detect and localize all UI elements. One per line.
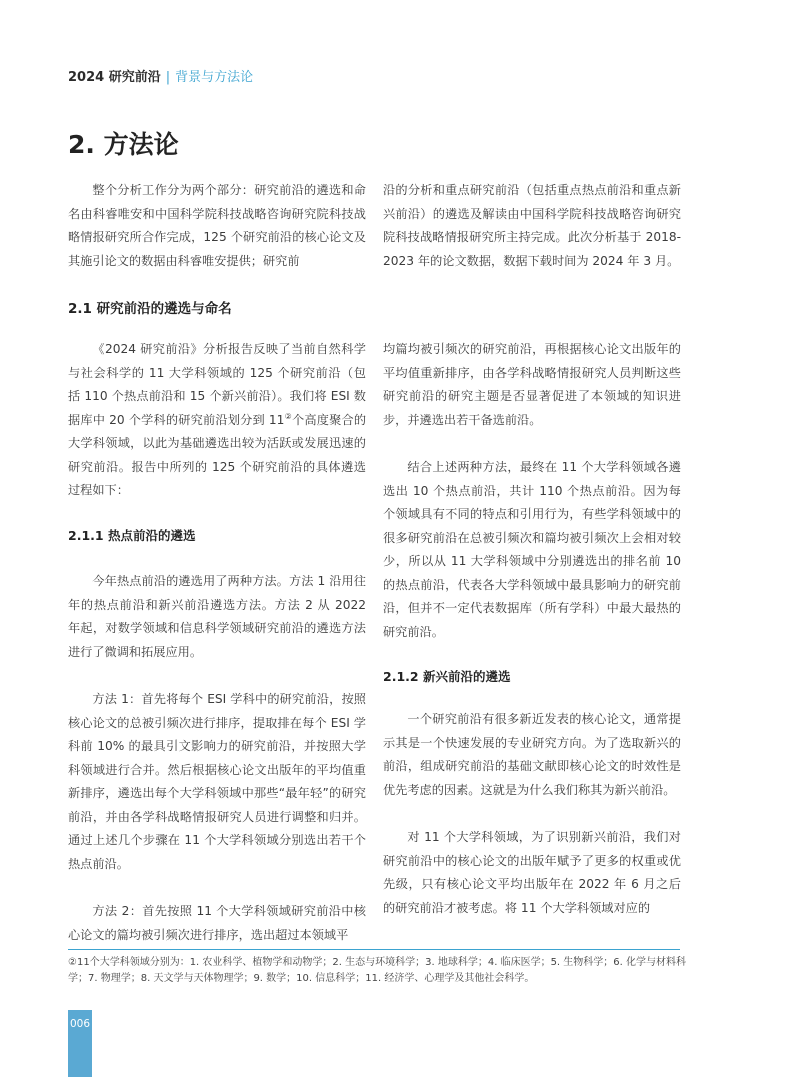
right-column-body bbox=[383, 338, 681, 644]
intro-right-column bbox=[383, 179, 681, 273]
method-1-paragraph: 方法 1：首先将每个 ESI 学科中的研究前沿，按照核心论文的总被引频次进行排序，提取排在每个 ESI 学科前 10% 的最具引文影响力的研究前沿，并按照大学科领域进行合并。然后根据核心论文出版年的平均值重新排序，遴选出每个大学科领域中那些“最年轻”的研究前沿，并由各学科战略情报研究人员进行调整和归并。通过上述几个步骤在 11 个大学科领域分别选出若干个热点前沿。 bbox=[68, 692, 366, 871]
hot-fronts-paragraph-1: 今年热点前沿的遴选用了两种方法。方法 1 沿用往年的热点前沿和新兴前沿遴选方法。方法 2 从 2022 年起，对数学领域和信息科学领域研究前沿的遴选方法进行了微调和拓展应用。 bbox=[68, 574, 366, 659]
section-2-1-heading: 2.1 研究前沿的遴选与命名 bbox=[68, 301, 232, 317]
page-title: 2. 方法论 bbox=[68, 130, 179, 159]
section-2-1-1-heading: 2.1.1 热点前沿的遴选 bbox=[68, 528, 196, 543]
running-header-section: 背景与方法论 bbox=[175, 70, 254, 85]
footnote-marker: ② bbox=[284, 411, 292, 421]
section-2-1-paragraph bbox=[68, 338, 366, 503]
section-2-1-text-a: 《2024 研究前沿》分析报告反映了当前自然科学与社会科学的 11 大学科领域的 125 个研究前沿（包括 110 个热点前沿和 15 个新兴前沿）。我们将 ESI 数据库中 20 个学科的研究前沿划分到 11 bbox=[68, 342, 366, 427]
intro-paragraph-left: 整个分析工作分为两个部分：研究前沿的遴选和命名由科睿唯安和中国科学院科技战略咨询研究院科技战略情报研究所合作完成，125 个研究前沿的核心论文及其施引论文的数据由科睿唯安提供；研究前 bbox=[68, 183, 366, 268]
page-number: 006 bbox=[69, 1018, 91, 1030]
method-2-continuation: 均篇均被引频次的研究前沿，再根据核心论文出版年的平均值重新排序，由各学科战略情报研究人员判断这些研究前沿的研究主题是否显著促进了本领域的知识进步，并遴选出若干备选前沿。 bbox=[383, 342, 681, 427]
footnote-divider bbox=[68, 949, 680, 950]
hot-fronts-summary-paragraph: 结合上述两种方法，最终在 11 个大学科领域各遴选出 10 个热点前沿，共计 110 个热点前沿。因为每个领域具有不同的特点和引用行为，有些学科领域中的很多研究前沿在总被引频次和篇均被引频次上会相对较少，所以从 11 大学科领域中分别遴选出的排名前 10 的热点前沿，代表各大学科领域中最具影响力的研究前沿，但并不一定代表数据库（所有学科）中最大最热的研究前沿。 bbox=[383, 460, 681, 639]
running-header-separator: | bbox=[165, 70, 171, 85]
page-number-tab bbox=[68, 1010, 92, 1077]
emerging-fronts-paragraph-1: 一个研究前沿有很多新近发表的核心论文，通常提示其是一个快速发展的专业研究方向。为了选取新兴的前沿，组成研究前沿的基础文献即核心论文的时效性是优先考虑的因素。这就是为什么我们称其为新兴前沿。 bbox=[383, 712, 681, 797]
running-header bbox=[68, 66, 253, 85]
section-2-1-1-left-column bbox=[68, 570, 366, 947]
method-2-paragraph: 方法 2：首先按照 11 个大学科领域研究前沿中核心论文的篇均被引频次进行排序，选出超过本领域平 bbox=[68, 904, 366, 942]
section-2-1-2-heading: 2.1.2 新兴前沿的遴选 bbox=[383, 669, 511, 684]
left-column-body bbox=[68, 338, 366, 503]
footnote: ②11个大学科领域分别为：1. 农业科学、植物学和动物学；2. 生态与环境科学；3. 地球科学；4. 临床医学；5. 生物科学；6. 化学与材料科学；7. 物理学；8. 天文学与天体物理学；9. 数学；10. 信息科学；11. 经济学、心理学及其他社会科学。 bbox=[68, 957, 687, 984]
running-header-doc: 2024 研究前沿 bbox=[68, 70, 161, 85]
intro-left-column bbox=[68, 179, 366, 273]
section-2-1-text-b: 个高度聚合的大学科领域，以此为基础遴选出较为活跃或发展迅速的研究前沿。报告中所列的 125 个研究前沿的具体遴选过程如下： bbox=[68, 412, 367, 497]
section-2-1-2-right-column bbox=[383, 708, 681, 920]
emerging-fronts-paragraph-2: 对 11 个大学科领域，为了识别新兴前沿，我们对研究前沿中的核心论文的出版年赋予了更多的权重或优先级，只有核心论文平均出版年在 2022 年 6 月之后的研究前沿才被考虑。将 11 个大学科领域对应的 bbox=[383, 830, 681, 915]
intro-paragraph-right: 沿的分析和重点研究前沿（包括重点热点前沿和重点新兴前沿）的遴选及解读由中国科学院科技战略咨询研究院科技战略情报研究所主持完成。此次分析基于 2018-2023 年的论文数据，数据下载时间为 2024 年 3 月。 bbox=[383, 183, 681, 268]
